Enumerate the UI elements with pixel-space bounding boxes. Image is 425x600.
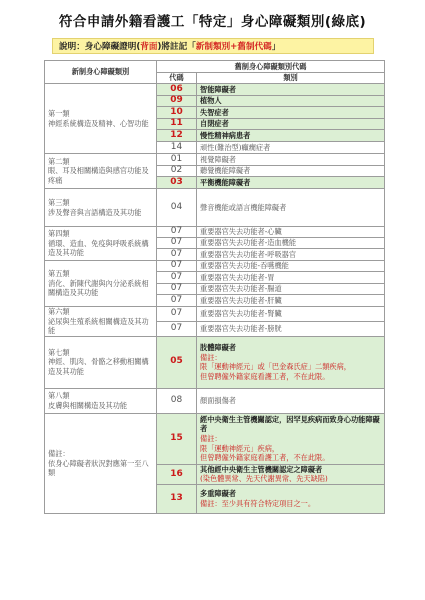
code-cell: 06 <box>157 84 197 96</box>
table-body <box>45 84 385 514</box>
category-name: 重要器官失去功能者-腎臟 <box>200 309 282 319</box>
category-label-line: 皮膚與相關構造及其功能 <box>48 400 128 410</box>
category-name: 聲音機能或語言機能障礙者 <box>200 202 287 212</box>
category-name: 重要器官失去功能者-肝臟 <box>200 295 282 305</box>
category-cell <box>197 166 385 177</box>
category-column-header: 類別 <box>197 73 385 84</box>
category-remark: 備註： <box>200 433 222 443</box>
category-cell <box>197 272 385 284</box>
category-name: 平衡機能障礙者 <box>200 177 251 187</box>
new-category-cell <box>45 227 157 261</box>
category-name: 肢體障礙者 <box>200 343 236 353</box>
category-name: 重要器官失去功能者-膀胱 <box>200 324 282 334</box>
category-remark: 限「運動神經元」或「巴金森氏症」二類疾病， <box>200 362 351 372</box>
category-remark: (染色體異常、先天代謝異常、先天缺陷) <box>200 474 328 484</box>
category-label-line: 消化、新陳代謝與內分泌系統相關構造及其功能 <box>48 278 149 298</box>
category-label-line: 第三類 <box>48 197 70 207</box>
category-cell <box>197 413 385 464</box>
category-cell <box>197 189 385 227</box>
code-cell: 03 <box>157 177 197 189</box>
category-remark: 但曾聘僱外籍家庭看護工者，不在此限。 <box>200 453 330 463</box>
code-cell: 13 <box>157 484 197 513</box>
category-label-line: 依身心障礙者狀況對應第一至八類 <box>48 458 149 478</box>
category-name: 聽覺機能障礙者 <box>200 166 251 176</box>
category-cell <box>197 130 385 142</box>
category-cell <box>197 284 385 295</box>
table-row <box>45 227 385 238</box>
category-cell <box>197 321 385 336</box>
code-cell: 07 <box>157 307 197 322</box>
code-column-header: 代碼 <box>157 73 197 84</box>
table-row <box>45 413 385 464</box>
category-cell <box>197 177 385 189</box>
category-label-line: 第一類 <box>48 108 70 118</box>
new-category-header: 新制身心障礙類別 <box>45 61 157 84</box>
category-label-line: 涉及聲音與言語構造及其功能 <box>48 207 142 217</box>
category-cell <box>197 484 385 513</box>
table-row <box>45 388 385 413</box>
category-name: 視覺障礙者 <box>200 154 236 164</box>
code-cell: 12 <box>157 130 197 142</box>
code-cell: 09 <box>157 96 197 107</box>
category-name: 失智症者 <box>200 107 229 117</box>
category-cell <box>197 464 385 484</box>
category-cell <box>197 96 385 107</box>
category-label-line: 神經、肌肉、骨骼之移動相關構造及其功能 <box>48 357 149 377</box>
category-name: 經中央衛生主管機關認定，因罕見疾病而致身心功能障礙者 <box>200 414 380 434</box>
code-cell: 05 <box>157 336 197 388</box>
category-name: 重要器官失去功能者-心臟 <box>200 227 282 237</box>
code-cell: 08 <box>157 388 197 413</box>
category-label-line: 第五類 <box>48 269 70 279</box>
note-middle: )將註記「 <box>157 42 196 52</box>
table-row <box>45 189 385 227</box>
note-highlight: 新制類別+舊制代碼 <box>195 42 272 52</box>
code-cell: 14 <box>157 142 197 154</box>
new-category-cell <box>45 189 157 227</box>
category-label-line: 第八類 <box>48 391 70 401</box>
category-name: 植物人 <box>200 96 222 106</box>
category-cell <box>197 142 385 154</box>
category-label-line: 眼、耳及相關構造與感官功能及疼痛 <box>48 166 149 185</box>
code-cell: 04 <box>157 189 197 227</box>
page-title: 符合申請外籍看護工「特定」身心障礙類別(綠底) <box>58 14 367 30</box>
category-cell <box>197 227 385 238</box>
category-name: 重要器官失去功能者-呼吸器官 <box>200 249 297 259</box>
new-category-cell <box>45 388 157 413</box>
code-cell: 01 <box>157 154 197 166</box>
category-name: 多重障礙者 <box>200 489 236 499</box>
code-cell: 10 <box>157 107 197 119</box>
code-cell: 07 <box>157 284 197 295</box>
code-cell: 07 <box>157 261 197 272</box>
category-cell <box>197 295 385 307</box>
new-category-cell <box>45 413 157 513</box>
category-remark: 備註：至少具有符合特定項目之一。 <box>200 498 316 508</box>
code-cell: 02 <box>157 166 197 177</box>
explanation-note <box>52 38 374 54</box>
category-label-line: 第六類 <box>48 307 70 316</box>
category-remark: 備註： <box>200 352 222 362</box>
table-row <box>45 154 385 166</box>
code-cell: 07 <box>157 238 197 249</box>
code-cell: 16 <box>157 464 197 484</box>
table-row <box>45 307 385 322</box>
category-label-line: 泌尿與生殖系統相關構造及其功能 <box>48 316 149 336</box>
category-label-line: 第七類 <box>48 347 70 357</box>
category-cell <box>197 307 385 322</box>
code-cell: 11 <box>157 119 197 130</box>
code-cell: 07 <box>157 295 197 307</box>
category-cell <box>197 336 385 388</box>
note-prefix: 說明：身心障礙證明( <box>59 42 141 52</box>
category-name: 頑性(難治型)癲癇症者 <box>200 142 271 152</box>
category-name: 重要器官失去功能者-胃 <box>200 272 275 282</box>
new-category-cell <box>45 336 157 388</box>
category-cell <box>197 249 385 261</box>
category-name: 其他經中央衛生主管機關認定之障礙者 <box>200 464 323 474</box>
category-cell <box>197 261 385 272</box>
code-cell: 07 <box>157 249 197 261</box>
code-cell: 15 <box>157 413 197 464</box>
code-cell: 07 <box>157 227 197 238</box>
category-name: 重要器官失去功能者-腸道 <box>200 284 282 294</box>
category-name: 智能障礙者 <box>200 84 236 94</box>
category-name: 顏面損傷者 <box>200 395 236 405</box>
disability-category-table <box>44 60 385 514</box>
category-label-line: 神經系統構造及精神、心智功能 <box>48 118 149 128</box>
category-cell <box>197 119 385 130</box>
category-name: 重要器官失去功能-吞嚥機能 <box>200 261 289 271</box>
new-category-cell <box>45 307 157 337</box>
code-cell: 07 <box>157 272 197 284</box>
category-cell <box>197 388 385 413</box>
code-cell: 07 <box>157 321 197 336</box>
note-back: 背面 <box>140 42 158 52</box>
category-name: 慢性精神病患者 <box>200 130 251 140</box>
category-cell <box>197 107 385 119</box>
category-name: 自閉症者 <box>200 119 229 129</box>
table-row <box>45 336 385 388</box>
category-label-line: 備註： <box>48 448 70 458</box>
old-code-header: 舊制身心障礙類別代碼 <box>157 61 385 73</box>
category-label-line: 第二類 <box>48 156 70 166</box>
new-category-cell <box>45 84 157 154</box>
table-row <box>45 261 385 272</box>
category-label-line: 第四類 <box>48 229 70 239</box>
category-cell <box>197 154 385 166</box>
note-suffix: 」 <box>271 42 281 52</box>
category-cell <box>197 84 385 96</box>
table-row <box>45 84 385 96</box>
new-category-cell <box>45 154 157 189</box>
category-remark: 但曾聘僱外籍家庭看護工者，不在此限。 <box>200 371 330 381</box>
category-cell <box>197 238 385 249</box>
new-category-cell <box>45 261 157 307</box>
category-name: 重要器官失去功能者-造血機能 <box>200 238 297 248</box>
category-label-line: 循環、造血、免疫與呼吸系統構造及其功能 <box>48 238 149 258</box>
category-remark: 限「運動神經元」疾病， <box>200 443 280 453</box>
